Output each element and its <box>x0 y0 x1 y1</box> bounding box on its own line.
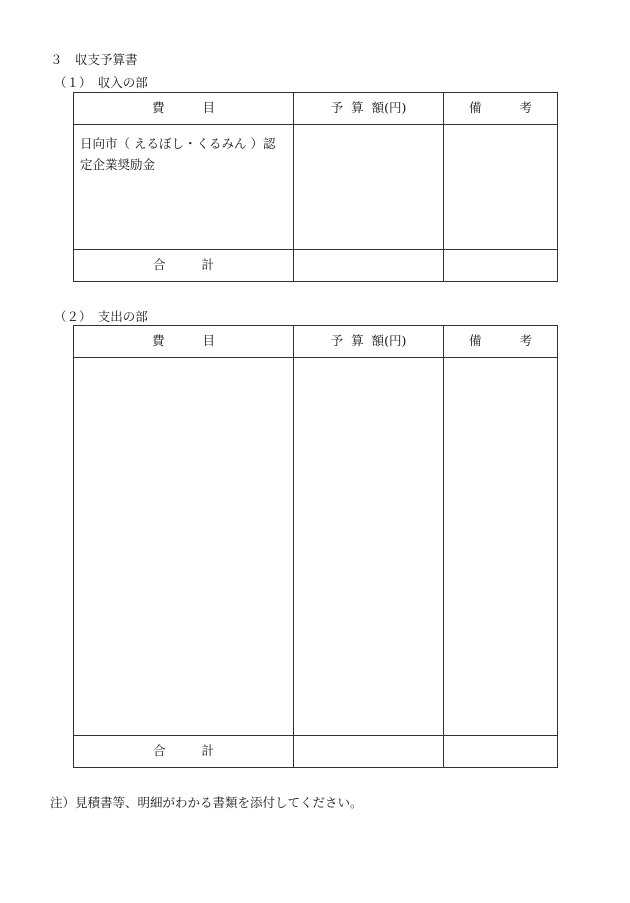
expense-header-remark-char-1: 備 <box>468 333 482 349</box>
income-row <box>74 125 558 250</box>
income-header-remark-char-1: 備 <box>468 100 482 116</box>
income-header-item-char-2: 目 <box>202 100 216 116</box>
expense-header-amount <box>294 326 444 358</box>
expense-row <box>74 358 558 736</box>
expense-heading: （２） 支出の部 <box>54 309 148 324</box>
expense-header-item-char-1: 費 <box>151 333 165 349</box>
expense-header-amount-char-1: 予 <box>330 333 344 349</box>
income-total-remark-cell[interactable] <box>444 250 558 282</box>
expense-total-row <box>74 736 558 768</box>
section-title: ３ 収支予算書 <box>50 52 138 67</box>
expense-header-amount-char-3: 額(円) <box>371 333 407 349</box>
expense-total-label <box>74 736 294 768</box>
income-total-label <box>74 250 294 282</box>
income-total-label-char-1: 合 <box>152 257 166 273</box>
expense-amount-cell[interactable] <box>294 358 444 736</box>
expense-header-row <box>74 326 558 358</box>
expense-total-amount-cell[interactable] <box>294 736 444 768</box>
income-header-row <box>74 93 558 125</box>
income-heading: （１） 収入の部 <box>54 75 148 90</box>
income-header-amount-char-1: 予 <box>330 100 344 116</box>
expense-header-remark-char-2: 考 <box>519 333 533 349</box>
income-total-label-char-2: 計 <box>201 257 215 273</box>
expense-remark-cell[interactable] <box>444 358 558 736</box>
income-table <box>73 92 558 282</box>
expense-item-cell[interactable] <box>74 358 294 736</box>
expense-total-label-char-1: 合 <box>152 743 166 759</box>
income-header-amount-char-3: 額(円) <box>371 100 407 116</box>
income-total-row <box>74 250 558 282</box>
expense-header-remark <box>444 326 558 358</box>
income-header-amount-char-2: 算 <box>351 100 364 116</box>
attachment-note: 注）見積書等、明細がわかる書類を添付してください。 <box>50 795 363 810</box>
expense-header-item-char-2: 目 <box>202 333 216 349</box>
income-header-item <box>74 93 294 125</box>
income-header-amount <box>294 93 444 125</box>
income-amount-cell[interactable] <box>294 125 444 250</box>
expense-total-label-char-2: 計 <box>201 743 215 759</box>
income-remark-cell[interactable] <box>444 125 558 250</box>
income-header-item-char-1: 費 <box>151 100 165 116</box>
income-item-cell[interactable]: 日向市（ えるぼし・くるみん ）認定企業奨励金 <box>74 125 294 250</box>
income-header-remark <box>444 93 558 125</box>
expense-table <box>73 325 558 768</box>
expense-header-amount-char-2: 算 <box>351 333 364 349</box>
income-header-remark-char-2: 考 <box>519 100 533 116</box>
expense-header-item <box>74 326 294 358</box>
expense-total-remark-cell[interactable] <box>444 736 558 768</box>
income-total-amount-cell[interactable] <box>294 250 444 282</box>
